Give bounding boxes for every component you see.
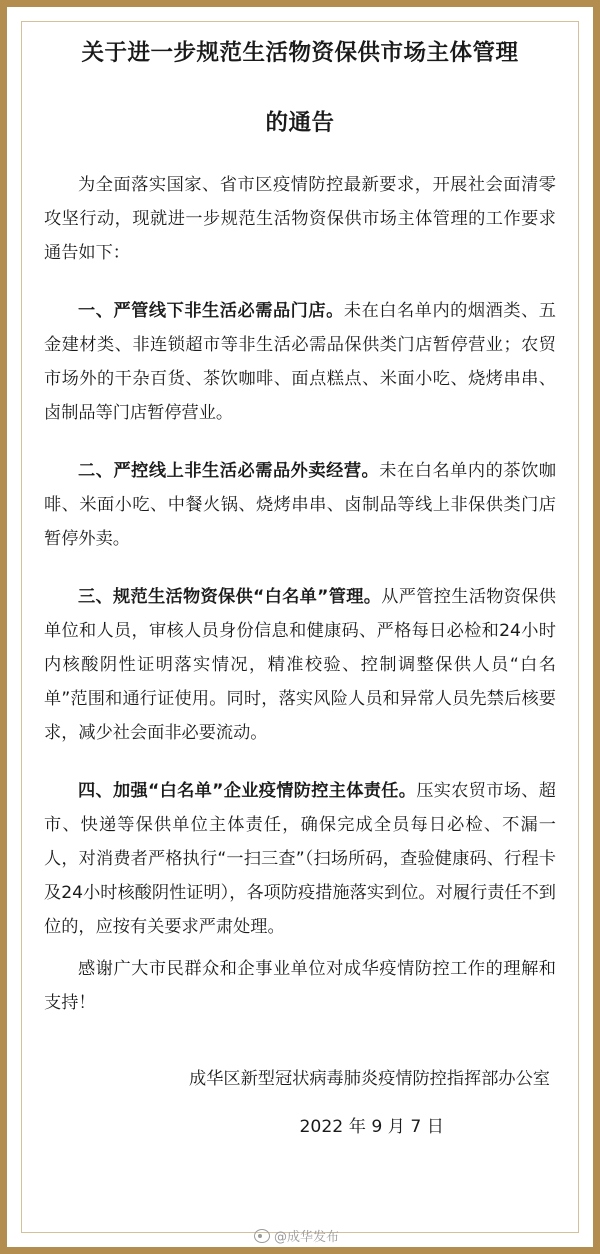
notice-title-line-1: 关于进一步规范生活物资保供市场主体管理 bbox=[81, 40, 519, 66]
section-2-heading: 二、严控线上非生活必需品外卖经营。 bbox=[78, 461, 380, 481]
watermark-text: @成华发布 bbox=[274, 1230, 340, 1245]
section-1-body: 未在白名单内的烟酒类、五金建材类、非连锁超市等非生活必需品保供类门店暂停营业；农贸市场外的干杂百货、茶饮咖啡、面点糕点、米面小吃、烧烤串串、卤制品等门店暂停营业。 bbox=[44, 301, 556, 423]
section-1 bbox=[44, 294, 556, 430]
section-4 bbox=[44, 774, 556, 944]
section-3-body: 从严管控生活物资保供单位和人员，审核人员身份信息和健康码、严格每日必检和24小时内核酸阴性证明落实情况，精准校验、控制调整保供人员“白名单”范围和通行证使用。同时，落实风险人员和异常人员先禁后核要求，减少社会面非必要流动。 bbox=[44, 587, 556, 743]
section-3 bbox=[44, 580, 556, 750]
notice-document bbox=[44, 30, 556, 1144]
section-3-heading: 三、规范生活物资保供“白名单”管理。 bbox=[78, 587, 382, 607]
signature-date: 2022 年 9 月 7 日 bbox=[299, 1117, 444, 1137]
section-2 bbox=[44, 454, 556, 556]
watermark bbox=[254, 1226, 339, 1245]
weibo-icon bbox=[254, 1229, 270, 1243]
section-2-body: 未在白名单内的茶饮咖啡、米面小吃、中餐火锅、烧烤串串、卤制品等线上非保供类门店暂停外卖。 bbox=[44, 461, 556, 549]
signature-org: 成华区新型冠状病毒肺炎疫情防控指挥部办公室 bbox=[189, 1069, 550, 1089]
notice-title-line-2: 的通告 bbox=[265, 110, 335, 136]
section-4-heading: 四、加强“白名单”企业疫情防控主体责任。 bbox=[78, 781, 417, 801]
intro-paragraph: 为全面落实国家、省市区疫情防控最新要求，开展社会面清零攻坚行动，现就进一步规范生活物资保供市场主体管理的工作要求通告如下： bbox=[44, 175, 556, 263]
section-4-body: 压实农贸市场、超市、快递等保供单位主体责任，确保完成全员每日必检、不漏一人，对消费者严格执行“一扫三查”（扫场所码，查验健康码、行程卡及24小时核酸阴性证明），各项防疫措施落实到位。对履行责任不到位的，应按有关要求严肃处理。 bbox=[44, 781, 556, 937]
thanks-paragraph: 感谢广大市民群众和企事业单位对成华疫情防控工作的理解和支持！ bbox=[44, 959, 556, 1013]
section-1-heading: 一、严管线下非生活必需品门店。 bbox=[78, 301, 344, 321]
